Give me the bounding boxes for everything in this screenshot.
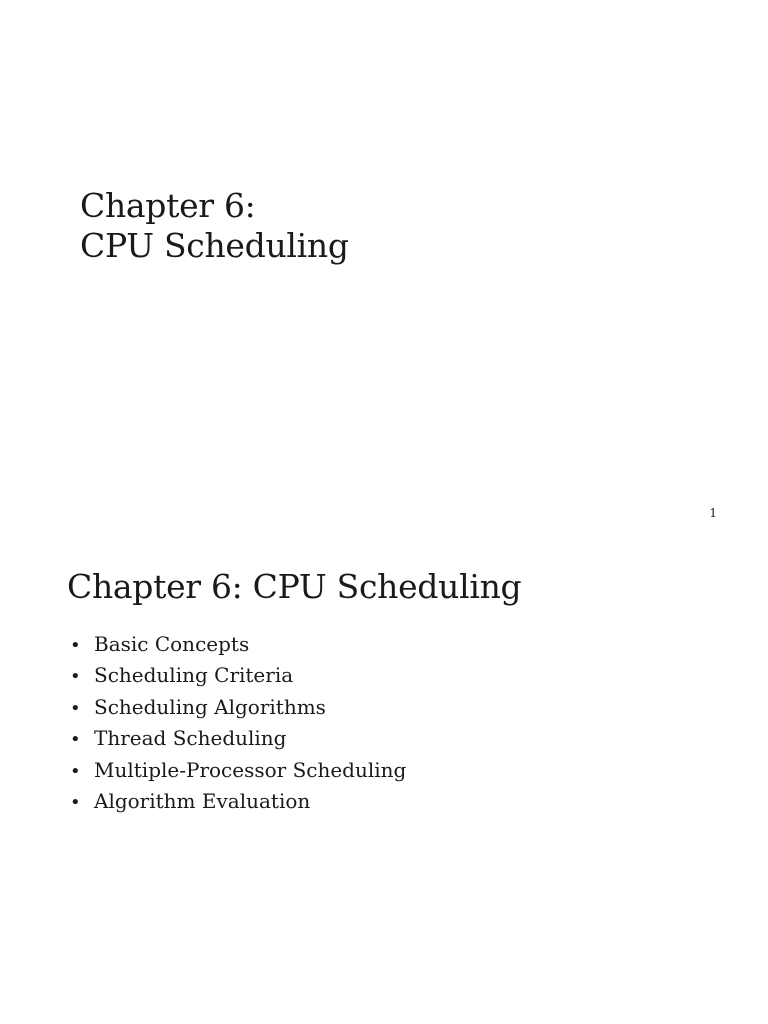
topic-label: Algorithm Evaluation	[94, 788, 311, 813]
topic-list-item	[70, 786, 406, 817]
topic-list	[70, 629, 406, 817]
chapter-title	[80, 186, 349, 266]
bullet-icon: •	[70, 729, 81, 751]
outline-slide	[0, 530, 768, 1024]
topic-list-item	[70, 692, 406, 723]
topic-label: Basic Concepts	[94, 632, 250, 656]
chapter-title-line-2: CPU Scheduling	[80, 226, 349, 265]
page-number: 1	[709, 506, 717, 520]
topic-label: Scheduling Algorithms	[94, 694, 326, 719]
bullet-icon: •	[70, 635, 81, 656]
topic-label: Thread Scheduling	[94, 726, 287, 751]
bullet-icon: •	[70, 760, 81, 782]
topic-list-item	[70, 629, 406, 660]
bullet-icon: •	[70, 666, 81, 688]
bullet-icon: •	[70, 697, 81, 719]
bullet-icon: •	[70, 791, 81, 813]
topic-list-item	[70, 755, 406, 786]
chapter-title-line-1: Chapter 6:	[80, 186, 256, 225]
outline-slide-title: Chapter 6: CPU Scheduling	[67, 567, 522, 606]
topic-list-item	[70, 660, 406, 691]
topic-label: Scheduling Criteria	[94, 663, 294, 688]
topic-label: Multiple-Processor Scheduling	[94, 757, 407, 782]
topic-list-item	[70, 723, 406, 754]
